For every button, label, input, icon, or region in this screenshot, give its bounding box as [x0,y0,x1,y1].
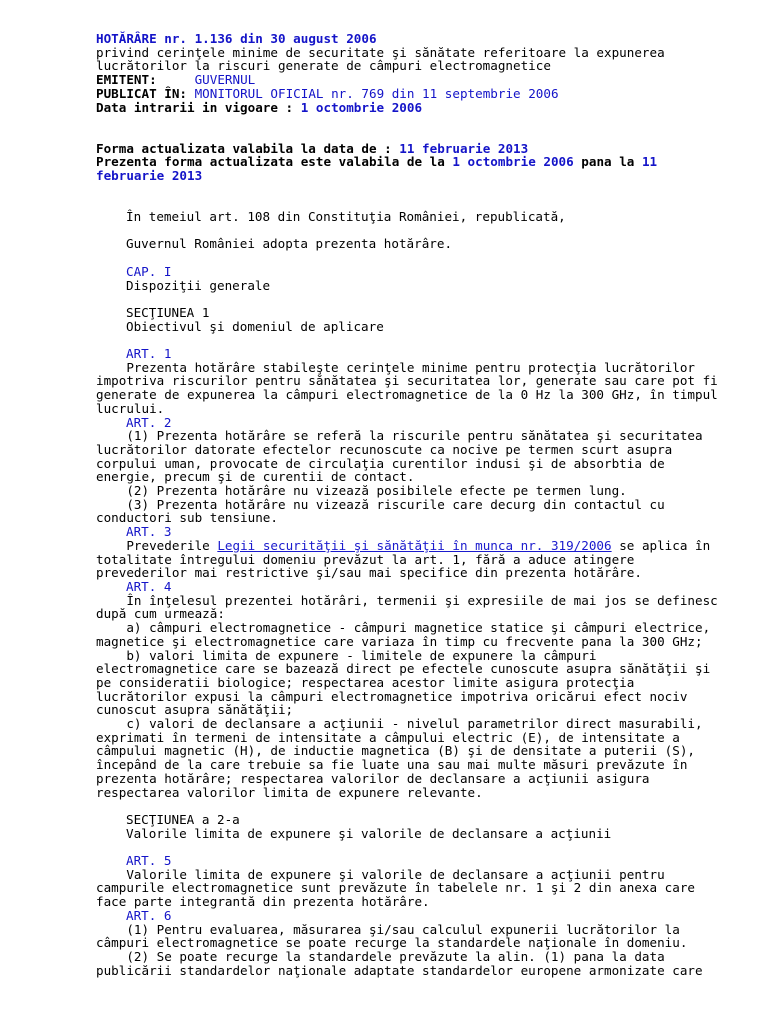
article-text-line: lucrului. [96,400,165,416]
article-text-line: conductori sub tensiune. [96,510,278,526]
forma-value: 11 februarie 2013 [399,140,529,156]
article-text-line: câmpuri electromagnetice se poate recurge la standardele naţionale în domeniu. [96,935,688,951]
article-text-line: lucrătorilor datorate efectelor recunoscute ca nocive pe termen scurt asupra [96,441,673,457]
article-text-line: prevederilor mai restrictive şi/sau mai specifice din prezenta hotărâre. [96,565,642,581]
article-text-line: (3) Prezenta hotărâre nu vizează riscurile care decurg din contactul cu [96,496,665,512]
document-subtitle-line: privind cerinţele minime de securitate şi sănătate referitoare la expunerea [96,44,665,60]
document-title [96,32,736,46]
forma-row [96,142,736,156]
forma-label: Forma actualizata valabila la data de : [96,140,392,156]
prezenta-to: 11 [641,154,658,170]
article-text-line: prezenta hotărâre; respectarea valorilor de declansare a acţiunii asigura [96,770,650,786]
article-text-line: începând de la care trebuie sa fie luate una sau mai multe măsuri prevăzute în [96,757,688,773]
article-text-fragment: Prevederile [96,537,218,553]
section-label: SECŢIUNEA a 2-a [126,811,240,827]
prezenta-mid: pana la [581,154,635,170]
title-rest: nr. 1.136 din 30 august 2006 [156,31,377,46]
article-text-line: respectarea valorilor limita de expunere relevante. [96,784,483,800]
article-text-line: publicării standardelor naţionale adaptate standardelor europene armonizate care [96,962,703,978]
vigoare-value: 1 octombrie 2006 [300,99,423,115]
prezenta-row [96,155,736,169]
article-text-line: electromagnetice care se bazează direct pe efectele cunoscute asupra sănătăţii şi [96,661,711,677]
article-label: ART. 1 [126,346,172,362]
article-text-line: magnetice şi electromagnetice care variaza în timp cu frecvente pana la 300 GHz; [96,633,703,649]
intro-adopta: Guvernul României adopta prezenta hotărâre. [126,236,453,252]
article-text-line [96,539,736,553]
article-text-line: generate de expunerea la câmpuri electromagnetice de la 0 Hz la 300 GHz, în timpul [96,387,718,403]
emitent-label: EMITENT: [96,72,157,88]
article-label: ART. 3 [126,524,172,540]
article-text-line: lucrătorilor expusi la câmpuri electromagnetice impotriva oricărui efect nociv [96,688,688,704]
article-text-line: Prezenta hotărâre stabileşte cerinţele minime pentru protecţia lucrătorilor [96,359,695,375]
section-title: Obiectivul şi domeniul de aplicare [126,318,384,334]
title-prefix: HOTĂRÂRE [96,31,157,46]
article-text-line: c) valori de declansare a acţiunii - nivelul parametrilor direct masurabili, [96,716,703,732]
prezenta-label: Prezenta forma actualizata este valabila de la [96,154,445,170]
emitent-value: GUVERNUL [194,72,256,88]
intro-temei: În temeiul art. 108 din Constituţia României, republicată, [126,209,566,225]
prezenta-to-continued: februarie 2013 [96,168,203,183]
document-subtitle-line: lucrătorilor la riscuri generate de câmpuri electromagnetice [96,58,551,74]
vigoare-row [96,101,736,115]
law-319-2006-link[interactable]: Legii securităţii şi sănătăţii în munca nr. 319/2006 [217,537,612,553]
publicat-label: PUBLICAT ÎN: [96,85,187,101]
article-text-line: a) câmpuri electromagnetice - câmpuri magnetice statice şi câmpuri electrice, [96,620,711,636]
section-title: Valorile limita de expunere şi valorile de declansare a acţiunii [126,825,612,841]
prezenta-from: 1 octombrie 2006 [452,154,574,170]
chapter-title: Dispoziţii generale [126,277,271,293]
publicat-row [96,87,736,101]
publicat-value: MONITORUL OFICIAL nr. 769 din 11 septembrie 2006 [194,85,559,101]
article-text-line: (2) Prezenta hotărâre nu vizează posibilele efecte pe termen lung. [96,483,627,499]
chapter-label: CAP. I [126,263,172,279]
article-text-line: corpului uman, provocate de circulaţia curentilor indusi şi de absorbtia de [96,455,665,471]
article-text-line: (1) Pentru evaluarea, măsurarea şi/sau calculul expunerii lucrătorilor la [96,921,680,937]
article-text-line: face parte integrantă din prezenta hotărâre. [96,894,430,910]
article-text-line: totalitate întregului domeniu prevăzut la art. 1, fără a aduce atingere [96,551,635,567]
article-text-fragment: se aplica în [611,537,711,553]
article-text-line: câmpului magnetic (H), de inductie magnetica (B) şi de densitate a puterii (S), [96,743,695,759]
article-label: ART. 6 [126,907,172,923]
article-text-line: exprimati în termeni de intensitate a câmpului electric (E), de intensitate a [96,729,680,745]
article-text-line: În înţelesul prezentei hotărâri, termenii şi expresiile de mai jos se definesc [96,592,718,608]
article-text-line: după cum urmează: [96,606,225,622]
article-label: ART. 4 [126,579,172,594]
article-text-line: impotriva riscurilor pentru sănătatea şi securitatea lor, generate sau care pot fi [96,373,718,389]
article-text-line: pe consideratii biologice; respectarea acestor limite asigura protecţia [96,674,635,690]
article-text-line: b) valori limita de expunere - limitele de expunere la câmpuri [96,647,597,663]
article-label: ART. 2 [126,414,172,430]
article-text-line: cunoscut asupra sănătăţii; [96,702,294,718]
article-text-line: (1) Prezenta hotărâre se referă la riscurile pentru sănătatea şi securitatea [96,428,703,444]
article-text-line: energie, precum şi de curentii de contact. [96,469,415,485]
vigoare-label: Data intrarii in vigoare : [96,99,294,115]
article-text-line: (2) Se poate recurge la standardele prevăzute la alin. (1) pana la data [96,948,665,964]
article-text-line: Valorile limita de expunere şi valorile de declansare a acţiunii pentru [96,866,665,882]
document-body [96,32,736,977]
article-text-line: campurile electromagnetice sunt prevăzute în tabelele nr. 1 şi 2 din anexa care [96,880,695,896]
section-label: SECŢIUNEA 1 [126,304,210,320]
emitent-row [96,73,736,87]
article-label: ART. 5 [126,853,172,869]
